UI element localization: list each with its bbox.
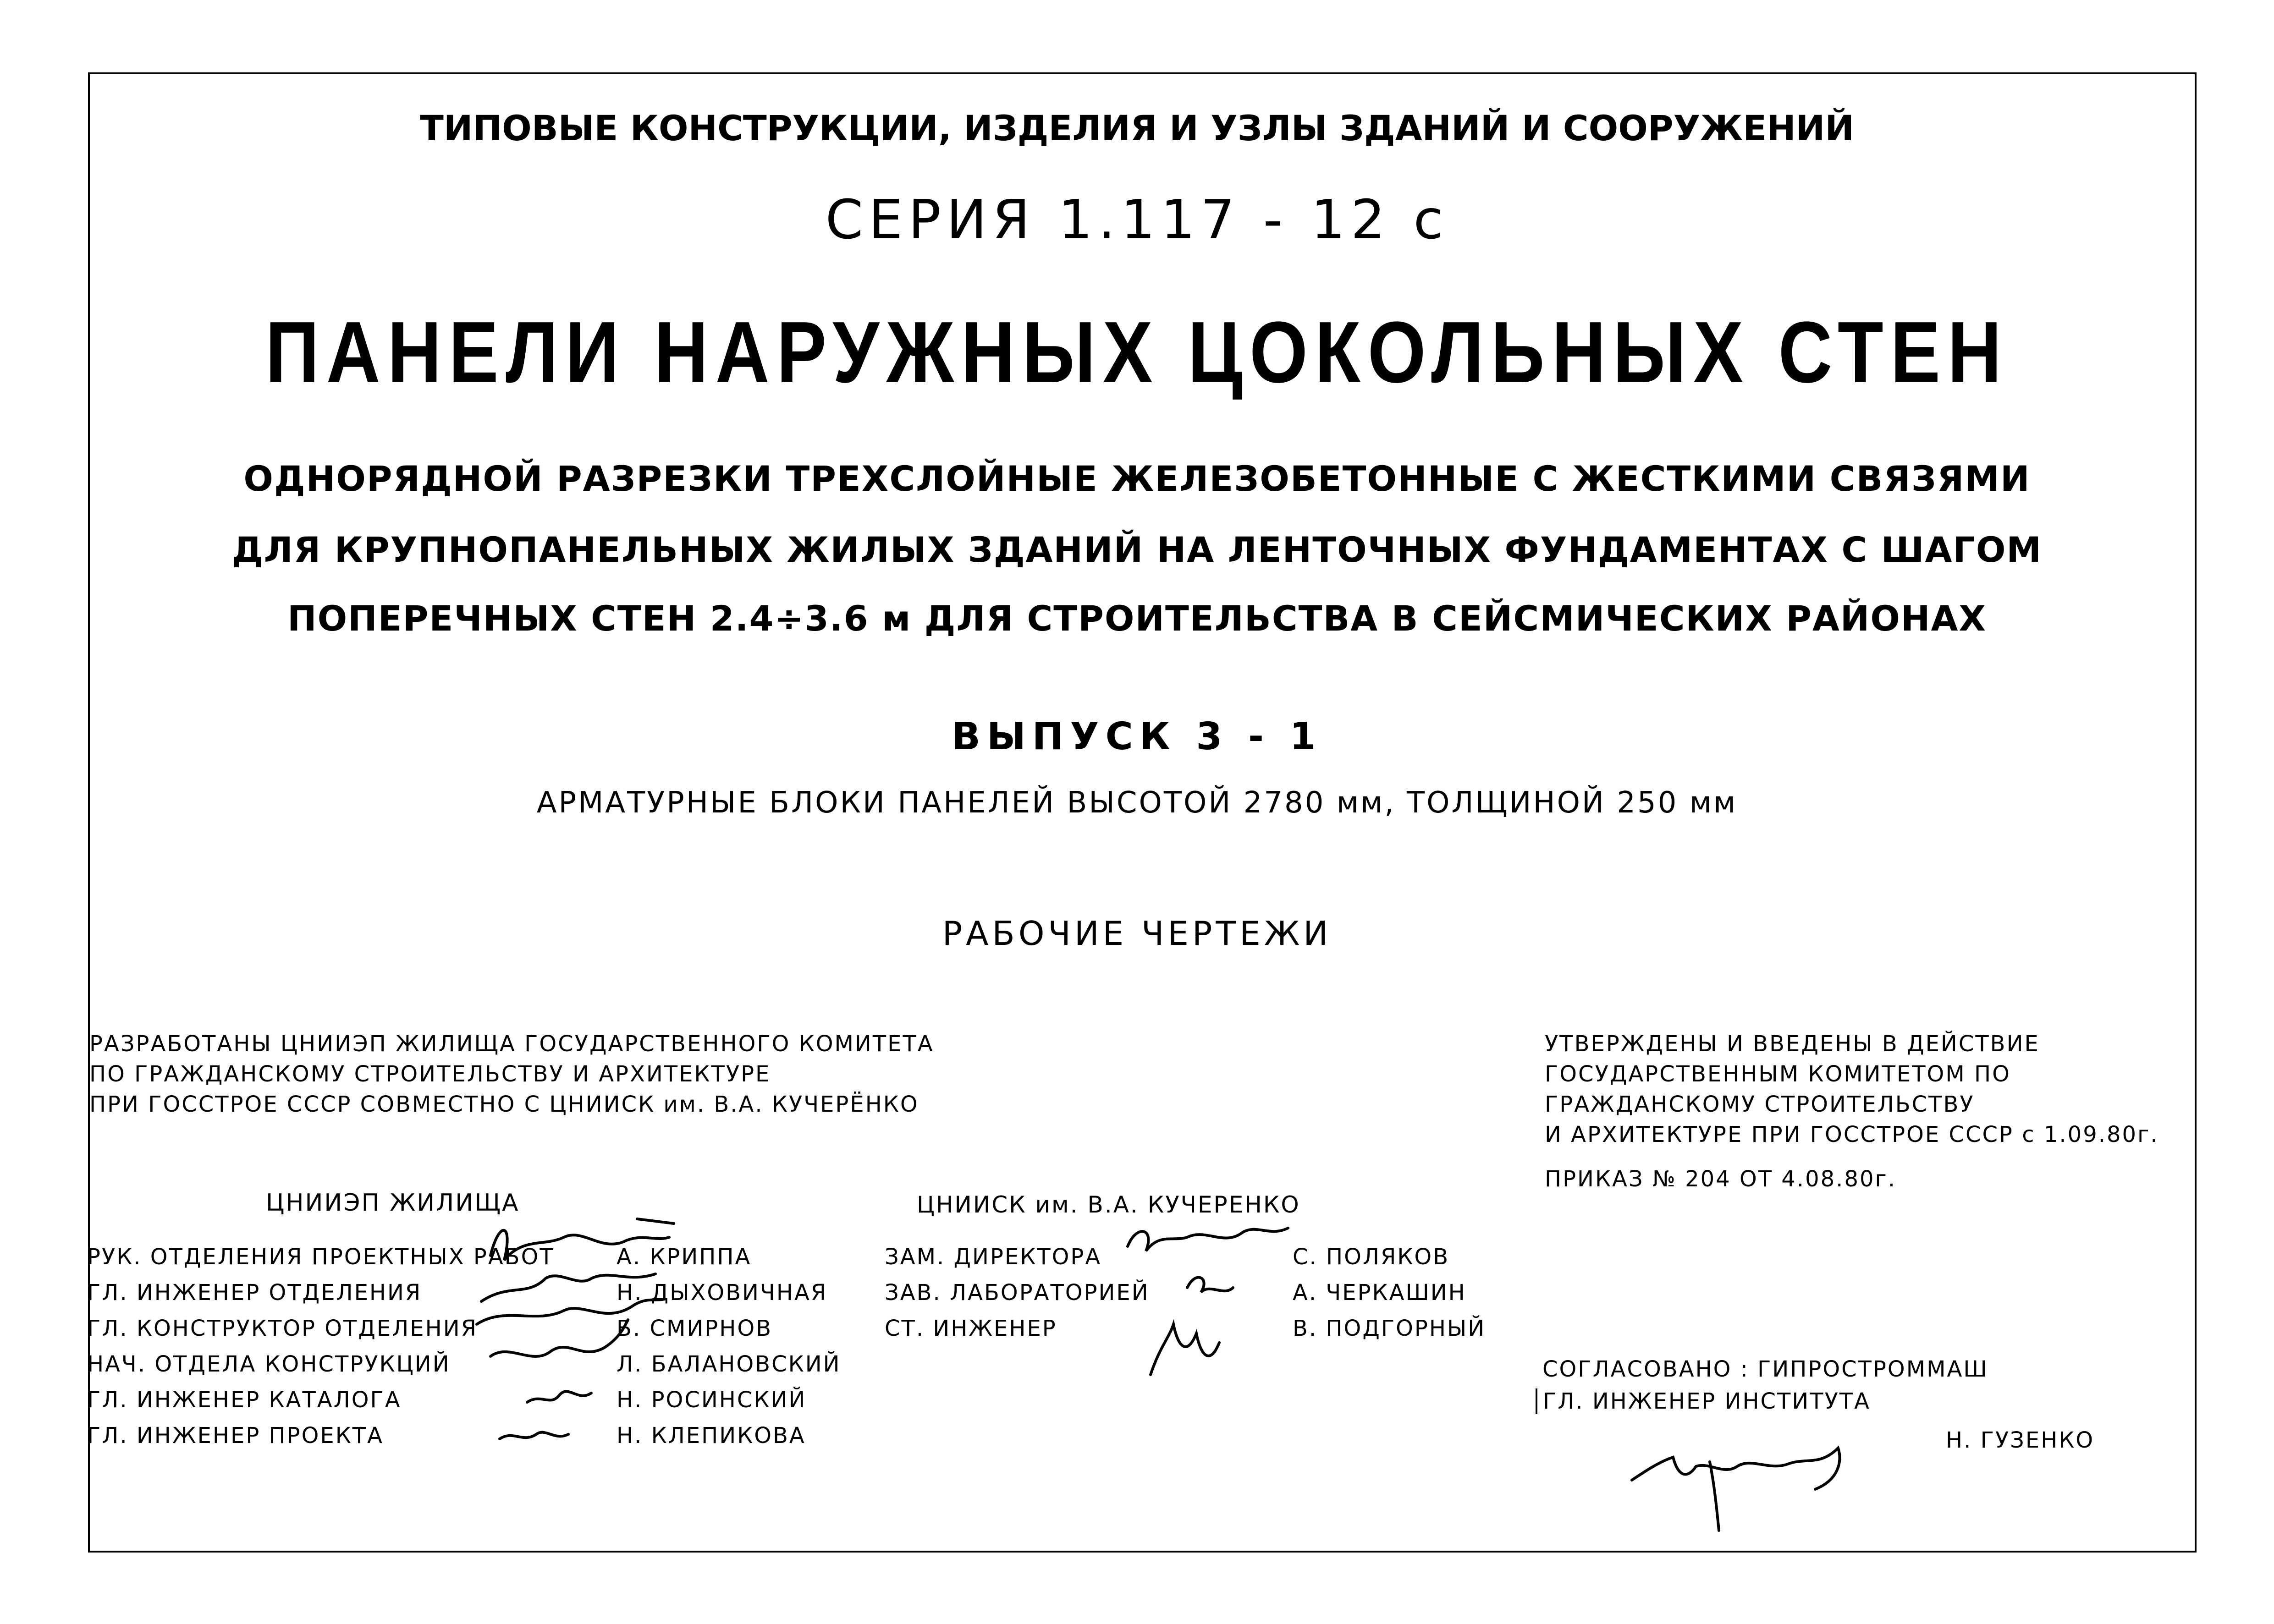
org1-person-6: Н. КЛЕПИКОВА bbox=[617, 1423, 806, 1448]
org2-role-3: СТ. ИНЖЕНЕР bbox=[885, 1316, 1057, 1341]
org1-person-1: А. КРИППА bbox=[617, 1244, 752, 1270]
issue-description: АРМАТУРНЫЕ БЛОКИ ПАНЕЛЕЙ ВЫСОТОЙ 2780 мм, ТОЛЩИНОЙ 250 мм bbox=[536, 786, 1738, 820]
approved-line-2: ГОСУДАРСТВЕННЫМ КОМИТЕТОМ ПО bbox=[1545, 1061, 2011, 1087]
developed-line-2: ПО ГРАЖДАНСКОМУ СТРОИТЕЛЬСТВУ И АРХИТЕКТУРЕ bbox=[89, 1061, 771, 1087]
org1-role-1: РУК. ОТДЕЛЕНИЯ ПРОЕКТНЫХ РАБОТ bbox=[87, 1244, 555, 1270]
org2-name: ЦНИИСК им. В.А. КУЧЕРЕНКО bbox=[917, 1191, 1300, 1218]
org2-signatures bbox=[1118, 1219, 1302, 1402]
approved-line-3: ГРАЖДАНСКОМУ СТРОИТЕЛЬСТВУ bbox=[1545, 1092, 1975, 1117]
org1-signatures bbox=[472, 1210, 683, 1457]
document-title: ПАНЕЛИ НАРУЖНЫХ ЦОКОЛЬНЫХ СТЕН bbox=[265, 304, 2009, 401]
series-number: СЕРИЯ 1.117 - 12 с bbox=[825, 188, 1449, 251]
org1-role-6: ГЛ. ИНЖЕНЕР ПРОЕКТА bbox=[87, 1423, 384, 1448]
series-heading: ТИПОВЫЕ КОНСТРУКЦИИ, ИЗДЕЛИЯ И УЗЛЫ ЗДАНИЙ И СООРУЖЕНИЙ bbox=[420, 108, 1854, 148]
issue-number: ВЫПУСК 3 - 1 bbox=[952, 715, 1322, 758]
org1-person-3: Б. СМИРНОВ bbox=[617, 1316, 773, 1341]
org1-person-2: Н. ДЫХОВИЧНАЯ bbox=[617, 1280, 828, 1306]
org2-person-3: В. ПОДГОРНЫЙ bbox=[1293, 1316, 1486, 1341]
agreed-signature bbox=[1623, 1421, 1861, 1535]
org1-role-5: ГЛ. ИНЖЕНЕР КАТАЛОГА bbox=[87, 1387, 402, 1413]
subtitle-line-1: ОДНОРЯДНОЙ РАЗРЕЗКИ ТРЕХСЛОЙНЫЕ ЖЕЛЕЗОБЕТОННЫЕ С ЖЕСТКИМИ СВЯЗЯМИ bbox=[243, 458, 2031, 499]
agreed-role: ГЛ. ИНЖЕНЕР ИНСТИТУТА bbox=[1536, 1388, 1871, 1414]
approval-order: ПРИКАЗ № 204 ОТ 4.08.80г. bbox=[1545, 1166, 1896, 1192]
org1-role-2: ГЛ. ИНЖЕНЕР ОТДЕЛЕНИЯ bbox=[87, 1280, 422, 1306]
agreed-line: СОГЛАСОВАНО : ГИПРОСТРОММАШ bbox=[1542, 1356, 1988, 1382]
approved-line-1: УТВЕРЖДЕНЫ И ВВЕДЕНЫ В ДЕЙСТВИЕ bbox=[1545, 1031, 2040, 1057]
org1-role-4: НАЧ. ОТДЕЛА КОНСТРУКЦИЙ bbox=[87, 1351, 451, 1377]
org1-name: ЦНИИЭП ЖИЛИЩА bbox=[266, 1189, 520, 1217]
org2-person-2: А. ЧЕРКАШИН bbox=[1293, 1280, 1466, 1306]
developed-line-1: РАЗРАБОТАНЫ ЦНИИЭП ЖИЛИЩА ГОСУДАРСТВЕННОГО КОМИТЕТА bbox=[89, 1031, 934, 1057]
org1-person-5: Н. РОСИНСКИЙ bbox=[617, 1387, 807, 1413]
document-type: РАБОЧИЕ ЧЕРТЕЖИ bbox=[942, 914, 1332, 953]
developed-line-3: ПРИ ГОССТРОЕ СССР СОВМЕСТНО С ЦНИИСК им. В.А. КУЧЕРЁНКО bbox=[89, 1092, 919, 1117]
org1-role-3: ГЛ. КОНСТРУКТОР ОТДЕЛЕНИЯ bbox=[87, 1316, 478, 1341]
subtitle-line-2: ДЛЯ КРУПНОПАНЕЛЬНЫХ ЖИЛЫХ ЗДАНИЙ НА ЛЕНТОЧНЫХ ФУНДАМЕНТАХ С ШАГОМ bbox=[231, 529, 2043, 570]
subtitle-line-3: ПОПЕРЕЧНЫХ СТЕН 2.4÷3.6 м ДЛЯ СТРОИТЕЛЬСТВА В СЕЙСМИЧЕСКИХ РАЙОНАХ bbox=[287, 598, 1987, 639]
agreed-person: Н. ГУЗЕНКО bbox=[1946, 1427, 2095, 1453]
org2-role-2: ЗАВ. ЛАБОРАТОРИЕЙ bbox=[885, 1280, 1150, 1306]
org2-person-1: С. ПОЛЯКОВ bbox=[1293, 1244, 1450, 1270]
approved-line-4: И АРХИТЕКТУРЕ ПРИ ГОССТРОЕ СССР с 1.09.80г. bbox=[1545, 1122, 2159, 1147]
org1-person-4: Л. БАЛАНОВСКИЙ bbox=[617, 1351, 841, 1377]
org2-role-1: ЗАМ. ДИРЕКТОРА bbox=[885, 1244, 1102, 1270]
